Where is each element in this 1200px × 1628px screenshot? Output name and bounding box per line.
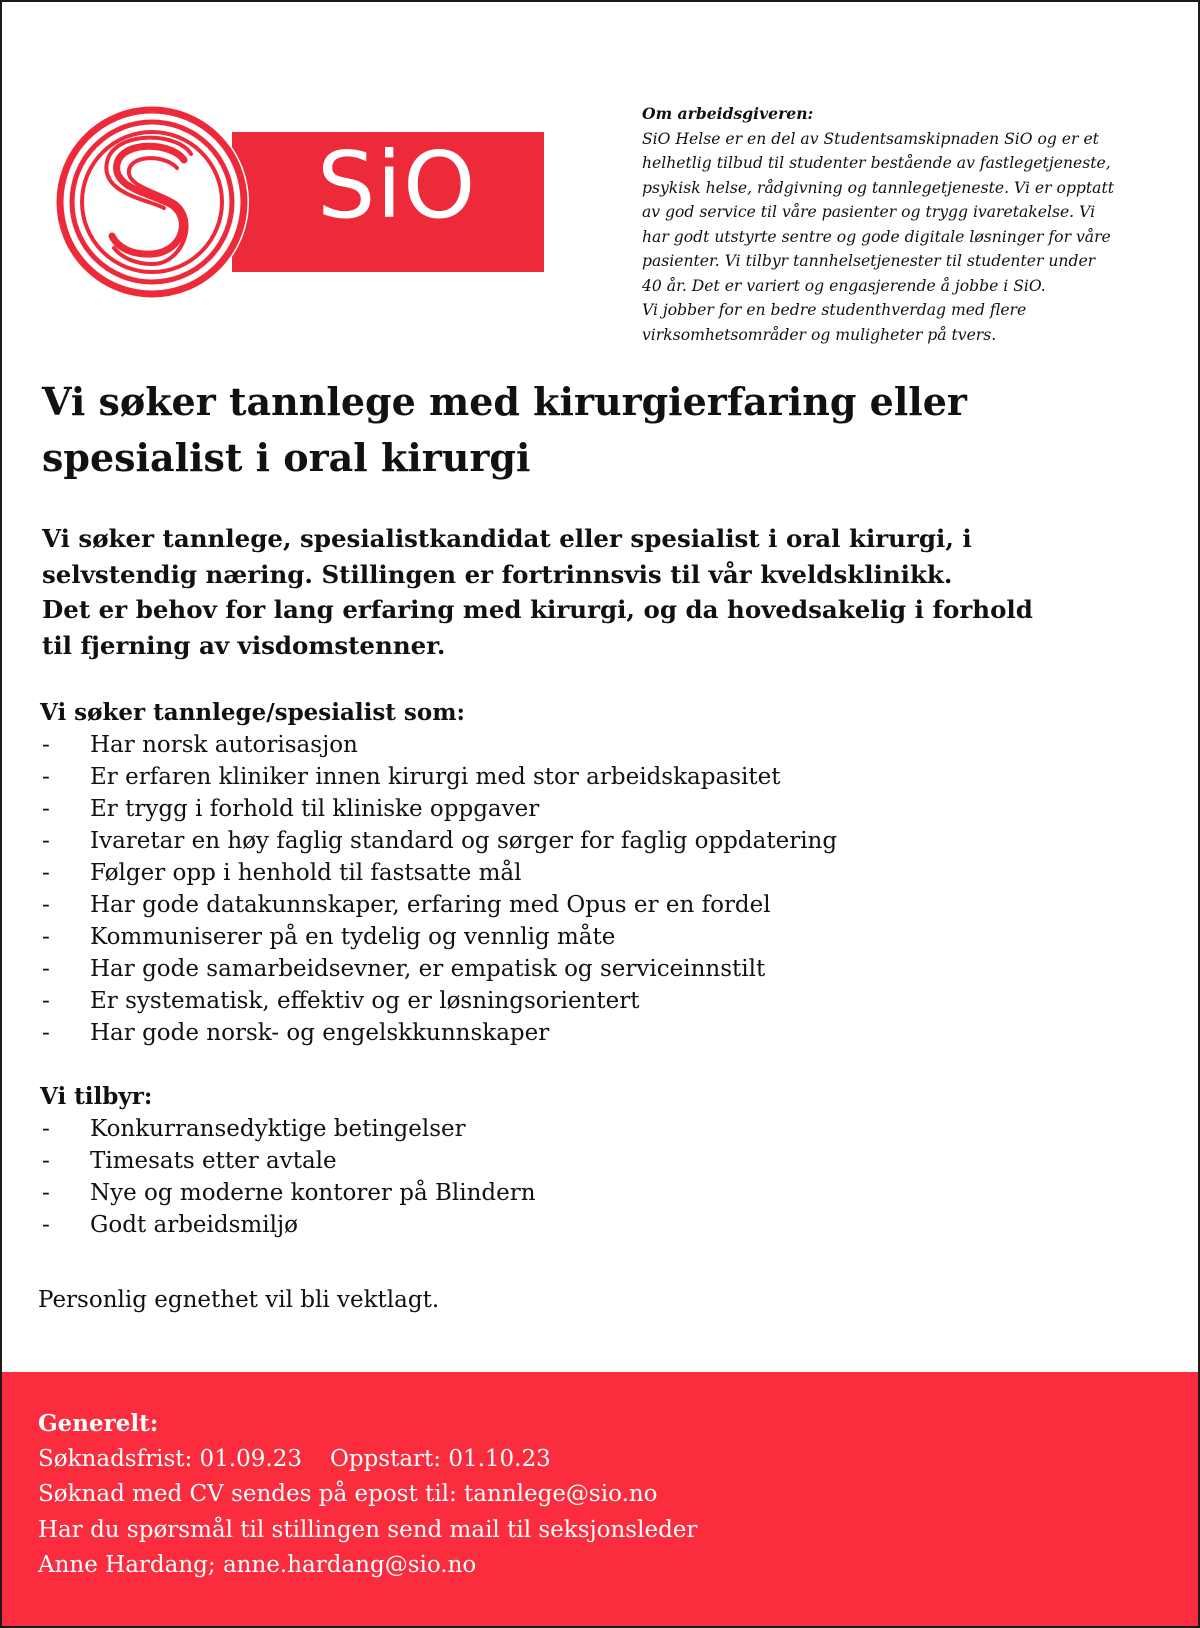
requirements-list [40,729,1160,1049]
footer-questions-line: Har du spørsmål til stillingen send mail til seksjonsleder [38,1516,698,1543]
dash-bullet: - [42,1116,50,1142]
about-line: pasienter. Vi tilbyr tannhelsetjenester til studenter under [642,252,1096,270]
dash-bullet: - [42,828,50,854]
list-item [40,1017,1160,1049]
dash-bullet: - [42,732,50,758]
application-deadline: Søknadsfrist: 01.09.23 [38,1445,302,1472]
list-item-text: Konkurransedyktige betingelser [90,1116,466,1142]
dash-bullet: - [42,924,50,950]
list-item-text: Godt arbeidsmiljø [90,1212,298,1238]
about-employer [642,102,1162,347]
lead-line: til fjerning av visdomstenner. [42,630,446,660]
about-line: Vi jobber for en bedre studenthverdag med flere [642,301,1027,319]
offer-title: Vi tilbyr: [40,1083,153,1110]
dash-bullet: - [42,796,50,822]
list-item [40,825,1160,857]
dash-bullet: - [42,988,50,1014]
about-line: SiO Helse er en del av Studentsamskipnaden SiO og er et [642,129,1099,148]
list-item [40,1113,1160,1145]
offer-list [40,1113,1160,1241]
dash-bullet: - [42,860,50,886]
list-item-text: Har gode datakunnskaper, erfaring med Opus er en fordel [90,892,771,918]
dash-bullet: - [42,1020,50,1046]
list-item [40,889,1160,921]
list-item-text: Kommuniserer på en tydelig og vennlig måte [90,924,616,950]
list-item [40,761,1160,793]
start-date: Oppstart: 01.10.23 [329,1445,551,1472]
footer-contact-line: Anne Hardang; anne.hardang@sio.no [38,1552,477,1578]
about-line: psykisk helse, rådgivning og tannlegetjeneste. Vi er opptatt [642,178,1115,197]
list-item [40,985,1160,1017]
about-line: 40 år. Det er variert og engasjerende å jobbe i SiO. [642,276,1046,295]
footer-dates [38,1442,697,1478]
requirements-title: Vi søker tannlege/spesialist som: [40,699,466,726]
list-item [40,1145,1160,1177]
footer-title: Generelt: [38,1410,159,1437]
list-item [40,1209,1160,1241]
list-item-text: Har norsk autorisasjon [90,732,358,758]
list-item-text: Har gode norsk- og engelskkunnskaper [90,1020,550,1046]
list-item-text: Nye og moderne kontorer på Blindern [90,1180,536,1206]
lead-line: Det er behov for lang erfaring med kirurgi, og da hovedsakelig i forhold [42,595,1033,624]
list-item [40,921,1160,953]
dash-bullet: - [42,956,50,982]
list-item-text: Har gode samarbeidsevner, er empatisk og serviceinnstilt [90,956,766,982]
list-item [40,1177,1160,1209]
list-item-text: Følger opp i henhold til fastsatte mål [90,860,522,886]
about-line: har godt utstyrte sentre og gode digitale løsninger for våre [642,227,1111,246]
dash-bullet: - [42,1148,50,1174]
sio-logo [52,102,572,302]
logo-wordmark: SiO [317,132,477,239]
list-item [40,793,1160,825]
footer-apply-line: Søknad med CV sendes på epost til: tannlege@sio.no [38,1481,658,1507]
list-item [40,729,1160,761]
lead-paragraph [42,521,1162,663]
lead-line: Vi søker tannlege, spesialistkandidat eller spesialist i oral kirurgi, i [42,524,972,553]
personal-suitability-note: Personlig egnethet vil bli vektlagt. [38,1287,440,1313]
dash-bullet: - [42,1180,50,1206]
list-item [40,857,1160,889]
lead-line: selvstendig næring. Stillingen er fortrinnsvis til vår kveldsklinikk. [42,559,953,589]
list-item-text: Er systematisk, effektiv og er løsningsorientert [90,988,640,1014]
about-line: av god service til våre pasienter og trygg ivaretakelse. Vi [642,203,1096,221]
dash-bullet: - [42,892,50,918]
about-heading: Om arbeidsgiveren: [642,104,814,123]
about-line: helhetlig tilbud til studenter bestående av fastlegetjeneste, [642,154,1111,172]
page-title [42,374,1162,486]
about-line: virksomhetsområder og muligheter på tvers. [642,325,997,344]
list-item-text: Er trygg i forhold til kliniske oppgaver [90,796,540,822]
list-item [40,953,1160,985]
requirements-section [40,697,1160,1049]
list-item-text: Er erfaren kliniker innen kirurgi med stor arbeidskapasitet [90,764,781,790]
title-line-2: spesialist i oral kirurgi [42,435,531,480]
list-item-text: Ivaretar en høy faglig standard og sørger for faglig oppdatering [90,828,838,854]
footer-general-info [2,1372,1198,1628]
sio-logo-graphic [52,102,572,302]
title-line-1: Vi søker tannlege med kirurgierfaring eller [42,379,967,424]
list-item-text: Timesats etter avtale [90,1148,337,1174]
offer-section [40,1081,1160,1241]
dash-bullet: - [42,764,50,790]
dash-bullet: - [42,1212,50,1238]
